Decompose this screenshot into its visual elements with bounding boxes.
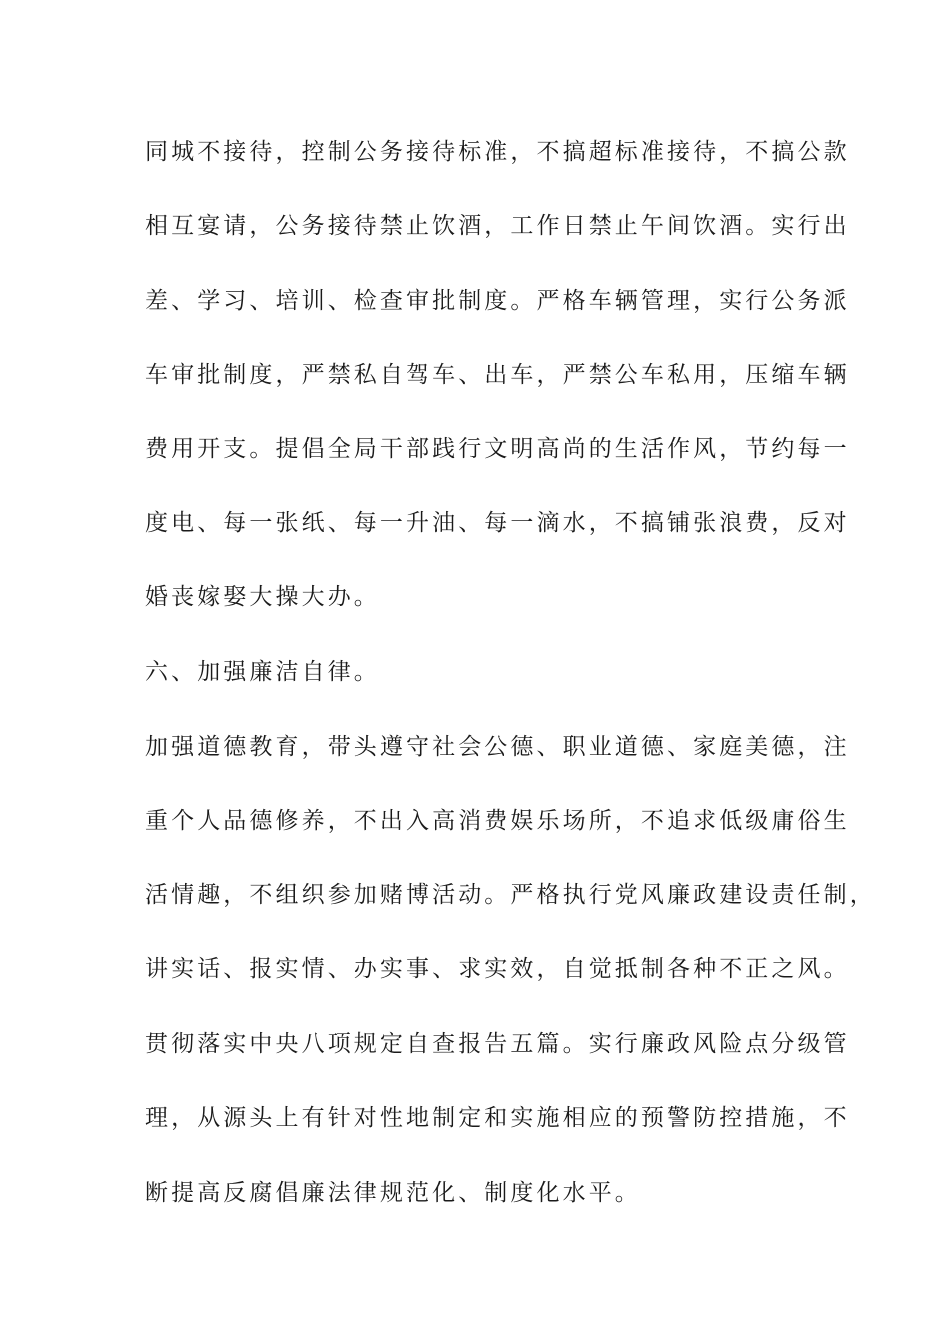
text-line: 相互宴请，公务接待禁止饮酒，工作日禁止午间饮酒。实行出 [145,213,850,239]
text-line: 费用开支。提倡全局干部践行文明高尚的生活作风，节约每一 [145,436,850,462]
text-line: 加强道德教育，带头遵守社会公德、职业道德、家庭美德，注 [145,734,850,760]
text-line: 同城不接待，控制公务接待标准，不搞超标准接待，不搞公款 [145,139,850,165]
text-line: 差、学习、培训、检查审批制度。严格车辆管理，实行公务派 [145,288,850,314]
text-line: 车审批制度，严禁私自驾车、出车，严禁公车私用，压缩车辆 [145,362,850,388]
text-line: 贯彻落实中央八项规定自查报告五篇。实行廉政风险点分级管 [145,1031,850,1057]
text-line: 重个人品德修养，不出入高消费娱乐场所，不追求低级庸俗生 [145,808,850,834]
text-line: 理，从源头上有针对性地制定和实施相应的预警防控措施，不 [145,1105,850,1131]
text-line: 断提高反腐倡廉法律规范化、制度化水平。 [145,1180,641,1206]
section-heading: 六、加强廉洁自律。 [145,659,380,685]
text-line: 活情趣，不组织参加赌博活动。严格执行党风廉政建设责任制， [145,882,876,908]
text-line: 婚丧嫁娶大操大办。 [145,584,380,610]
text-line: 讲实话、报实情、办实事、求实效，自觉抵制各种不正之风。 [145,956,850,982]
text-line: 度电、每一张纸、每一升油、每一滴水，不搞铺张浪费，反对 [145,510,850,536]
